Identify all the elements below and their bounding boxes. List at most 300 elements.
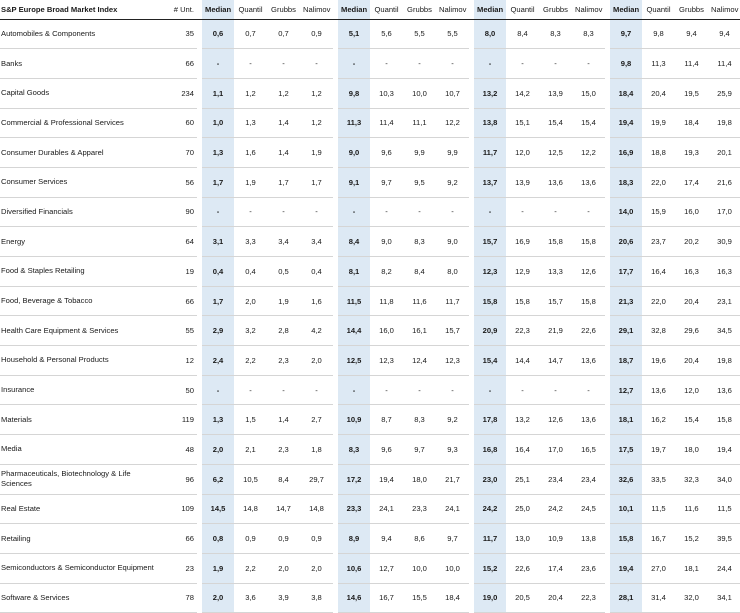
median-cell: 14,6 xyxy=(338,583,370,613)
value-cell: 2,7 xyxy=(300,405,333,435)
value-cell: 11,4 xyxy=(675,49,708,79)
value-cell: 0,9 xyxy=(300,524,333,554)
value-cell: 31,4 xyxy=(642,583,675,613)
value-cell: 5,6 xyxy=(370,19,403,49)
value-cell: 33,5 xyxy=(642,464,675,494)
value-cell: 12,0 xyxy=(506,138,539,168)
value-cell: 32,8 xyxy=(642,316,675,346)
value-cell: 10,0 xyxy=(403,553,436,583)
value-cell: 13,6 xyxy=(572,346,605,376)
median-cell: 18,3 xyxy=(610,167,642,197)
value-cell: - xyxy=(300,197,333,227)
value-cell: 12,3 xyxy=(436,346,469,376)
value-cell: 3,2 xyxy=(234,316,267,346)
median-cell: 9,0 xyxy=(338,138,370,168)
value-cell: 5,5 xyxy=(436,19,469,49)
industry-name: Automobiles & Components xyxy=(0,19,162,49)
value-cell: 5,5 xyxy=(403,19,436,49)
value-cell: 15,9 xyxy=(642,197,675,227)
median-cell: 12,7 xyxy=(610,375,642,405)
value-cell: 25,9 xyxy=(708,78,740,108)
median-cell: - xyxy=(202,49,234,79)
value-cell: 1,7 xyxy=(300,167,333,197)
median-cell: - xyxy=(338,49,370,79)
median-cell: 15,8 xyxy=(610,524,642,554)
value-cell: 16,3 xyxy=(675,257,708,287)
value-cell: 1,2 xyxy=(267,78,300,108)
value-cell: 16,0 xyxy=(675,197,708,227)
value-cell: 24,4 xyxy=(708,553,740,583)
median-cell: 13,7 xyxy=(474,167,506,197)
value-cell: 14,8 xyxy=(234,494,267,524)
industry-name: Health Care Equipment & Services xyxy=(0,316,162,346)
median-cell: - xyxy=(474,375,506,405)
value-cell: 2,0 xyxy=(234,286,267,316)
value-cell: - xyxy=(403,375,436,405)
value-cell: 16,7 xyxy=(642,524,675,554)
column-header: Grubbs xyxy=(403,0,436,19)
value-cell: 1,3 xyxy=(234,108,267,138)
value-cell: 9,9 xyxy=(403,138,436,168)
median-cell: 23,0 xyxy=(474,464,506,494)
median-cell: 1,3 xyxy=(202,138,234,168)
median-cell: 16,9 xyxy=(610,138,642,168)
value-cell: 15,8 xyxy=(506,286,539,316)
value-cell: 1,8 xyxy=(300,435,333,465)
value-cell: 12,0 xyxy=(675,375,708,405)
value-cell: - xyxy=(539,375,572,405)
value-cell: 19,3 xyxy=(675,138,708,168)
unit-count: 234 xyxy=(162,78,197,108)
value-cell: 20,1 xyxy=(708,138,740,168)
value-cell: 16,1 xyxy=(403,316,436,346)
median-cell: 9,8 xyxy=(610,49,642,79)
value-cell: 25,1 xyxy=(506,464,539,494)
value-cell: - xyxy=(300,375,333,405)
median-cell: 9,8 xyxy=(338,78,370,108)
value-cell: 3,3 xyxy=(234,227,267,257)
median-cell: 3,1 xyxy=(202,227,234,257)
median-cell: 14,5 xyxy=(202,494,234,524)
value-cell: 13,8 xyxy=(572,524,605,554)
value-cell: 14,7 xyxy=(267,494,300,524)
value-cell: 8,3 xyxy=(572,19,605,49)
value-cell: 18,0 xyxy=(403,464,436,494)
median-cell: 11,7 xyxy=(474,524,506,554)
median-cell: 13,8 xyxy=(474,108,506,138)
value-cell: - xyxy=(267,49,300,79)
table-row xyxy=(0,494,740,524)
value-cell: 9,5 xyxy=(403,167,436,197)
value-cell: 8,6 xyxy=(403,524,436,554)
value-cell: 16,7 xyxy=(370,583,403,613)
value-cell: 12,5 xyxy=(539,138,572,168)
industry-name: Capital Goods xyxy=(0,78,162,108)
median-cell: 0,4 xyxy=(202,257,234,287)
value-cell: 2,1 xyxy=(234,435,267,465)
value-cell: 14,7 xyxy=(539,346,572,376)
median-cell: 0,8 xyxy=(202,524,234,554)
median-cell: 1,9 xyxy=(202,553,234,583)
median-cell: 18,7 xyxy=(610,346,642,376)
value-cell: 34,0 xyxy=(708,464,740,494)
industry-name: Consumer Durables & Apparel xyxy=(0,138,162,168)
value-cell: 16,0 xyxy=(370,316,403,346)
value-cell: 0,9 xyxy=(234,524,267,554)
units-header: # Unt. xyxy=(162,0,197,19)
value-cell: 9,7 xyxy=(403,435,436,465)
value-cell: 39,5 xyxy=(708,524,740,554)
value-cell: 24,1 xyxy=(436,494,469,524)
value-cell: 13,3 xyxy=(539,257,572,287)
value-cell: 32,3 xyxy=(675,464,708,494)
value-cell: - xyxy=(436,49,469,79)
value-cell: 10,9 xyxy=(539,524,572,554)
median-cell: 11,3 xyxy=(338,108,370,138)
value-cell: 12,4 xyxy=(403,346,436,376)
table-row xyxy=(0,78,740,108)
value-cell: 23,4 xyxy=(572,464,605,494)
industry-name: Food, Beverage & Tobacco xyxy=(0,286,162,316)
median-cell: 8,4 xyxy=(338,227,370,257)
value-cell: - xyxy=(572,375,605,405)
table-row xyxy=(0,19,740,49)
value-cell: 1,6 xyxy=(234,138,267,168)
median-cell: - xyxy=(338,197,370,227)
value-cell: 11,8 xyxy=(370,286,403,316)
table-row xyxy=(0,464,740,494)
column-header: Grubbs xyxy=(539,0,572,19)
median-cell: 10,1 xyxy=(610,494,642,524)
value-cell: 27,0 xyxy=(642,553,675,583)
median-cell: 5,1 xyxy=(338,19,370,49)
value-cell: 10,7 xyxy=(436,78,469,108)
value-cell: 11,3 xyxy=(642,49,675,79)
column-header: Nalimov xyxy=(300,0,333,19)
unit-count: 12 xyxy=(162,346,197,376)
unit-count: 56 xyxy=(162,167,197,197)
median-cell: 19,4 xyxy=(610,108,642,138)
value-cell: 15,8 xyxy=(539,227,572,257)
industry-name: Banks xyxy=(0,49,162,79)
value-cell: 12,3 xyxy=(370,346,403,376)
value-cell: - xyxy=(403,49,436,79)
median-cell: 14,4 xyxy=(338,316,370,346)
value-cell: 8,2 xyxy=(370,257,403,287)
value-cell: 3,8 xyxy=(300,583,333,613)
unit-count: 109 xyxy=(162,494,197,524)
value-cell: - xyxy=(506,49,539,79)
value-cell: 25,0 xyxy=(506,494,539,524)
value-cell: 2,0 xyxy=(300,346,333,376)
value-cell: 19,8 xyxy=(708,108,740,138)
value-cell: - xyxy=(436,375,469,405)
column-header: Median xyxy=(202,0,234,19)
value-cell: 13,2 xyxy=(506,405,539,435)
value-cell: 13,6 xyxy=(572,405,605,435)
value-cell: 20,5 xyxy=(506,583,539,613)
median-cell: 2,4 xyxy=(202,346,234,376)
median-cell: 8,9 xyxy=(338,524,370,554)
table-row xyxy=(0,49,740,79)
industry-name: Diversified Financials xyxy=(0,197,162,227)
value-cell: 30,9 xyxy=(708,227,740,257)
header-row xyxy=(0,0,740,19)
unit-count: 35 xyxy=(162,19,197,49)
value-cell: 23,4 xyxy=(539,464,572,494)
value-cell: 0,9 xyxy=(267,524,300,554)
industry-name: Pharmaceuticals, Biotechnology & Life Sciences xyxy=(0,464,162,494)
value-cell: 11,4 xyxy=(370,108,403,138)
unit-count: 119 xyxy=(162,405,197,435)
value-cell: 1,9 xyxy=(234,167,267,197)
value-cell: 9,4 xyxy=(370,524,403,554)
value-cell: 21,6 xyxy=(708,167,740,197)
column-header: Median xyxy=(474,0,506,19)
value-cell: 1,9 xyxy=(267,286,300,316)
median-cell: 19,4 xyxy=(610,553,642,583)
column-header: Grubbs xyxy=(267,0,300,19)
value-cell: 2,0 xyxy=(267,553,300,583)
table-row xyxy=(0,524,740,554)
median-cell: 17,2 xyxy=(338,464,370,494)
unit-count: 50 xyxy=(162,375,197,405)
column-header: Nalimov xyxy=(436,0,469,19)
median-cell: 2,9 xyxy=(202,316,234,346)
column-header: Quantil xyxy=(234,0,267,19)
value-cell: 16,9 xyxy=(506,227,539,257)
median-cell: 24,2 xyxy=(474,494,506,524)
value-cell: 15,8 xyxy=(708,405,740,435)
value-cell: 9,2 xyxy=(436,405,469,435)
value-cell: 8,4 xyxy=(506,19,539,49)
value-cell: 9,8 xyxy=(642,19,675,49)
median-cell: 15,7 xyxy=(474,227,506,257)
value-cell: 23,1 xyxy=(708,286,740,316)
value-cell: 13,9 xyxy=(506,167,539,197)
value-cell: 9,6 xyxy=(370,138,403,168)
value-cell: 9,0 xyxy=(370,227,403,257)
value-cell: 14,4 xyxy=(506,346,539,376)
value-cell: 20,2 xyxy=(675,227,708,257)
value-cell: 8,3 xyxy=(403,227,436,257)
table-row xyxy=(0,286,740,316)
median-cell: - xyxy=(338,375,370,405)
value-cell: - xyxy=(506,197,539,227)
median-cell: 9,1 xyxy=(338,167,370,197)
value-cell: - xyxy=(506,375,539,405)
table-row xyxy=(0,346,740,376)
value-cell: 17,0 xyxy=(708,197,740,227)
value-cell: 0,7 xyxy=(234,19,267,49)
median-cell: 1,7 xyxy=(202,286,234,316)
value-cell: 8,7 xyxy=(370,405,403,435)
unit-count: 48 xyxy=(162,435,197,465)
value-cell: 1,2 xyxy=(234,78,267,108)
median-cell: 17,7 xyxy=(610,257,642,287)
value-cell: 13,0 xyxy=(506,524,539,554)
unit-count: 55 xyxy=(162,316,197,346)
value-cell: 10,3 xyxy=(370,78,403,108)
industry-name: Semiconductors & Semiconductor Equipment xyxy=(0,553,162,583)
unit-count: 66 xyxy=(162,286,197,316)
index-name-header: S&P Europe Broad Market Index xyxy=(0,0,162,19)
median-cell: 0,6 xyxy=(202,19,234,49)
value-cell: - xyxy=(234,49,267,79)
value-cell: 1,2 xyxy=(300,78,333,108)
table-row xyxy=(0,167,740,197)
value-cell: 2,8 xyxy=(267,316,300,346)
table-row xyxy=(0,316,740,346)
median-cell: 15,2 xyxy=(474,553,506,583)
value-cell: 21,7 xyxy=(436,464,469,494)
value-cell: 1,4 xyxy=(267,108,300,138)
value-cell: 16,5 xyxy=(572,435,605,465)
value-cell: 8,3 xyxy=(539,19,572,49)
value-cell: 18,0 xyxy=(675,435,708,465)
value-cell: 1,4 xyxy=(267,405,300,435)
value-cell: 11,5 xyxy=(642,494,675,524)
median-cell: 1,3 xyxy=(202,405,234,435)
industry-name: Media xyxy=(0,435,162,465)
value-cell: - xyxy=(300,49,333,79)
industry-name: Household & Personal Products xyxy=(0,346,162,376)
value-cell: 8,3 xyxy=(403,405,436,435)
value-cell: 11,1 xyxy=(403,108,436,138)
value-cell: 0,4 xyxy=(234,257,267,287)
value-cell: 12,9 xyxy=(506,257,539,287)
value-cell: 2,2 xyxy=(234,553,267,583)
median-cell: 12,5 xyxy=(338,346,370,376)
value-cell: - xyxy=(267,197,300,227)
value-cell: 15,4 xyxy=(675,405,708,435)
value-cell: 20,4 xyxy=(675,346,708,376)
value-cell: 2,3 xyxy=(267,346,300,376)
value-cell: - xyxy=(539,49,572,79)
value-cell: 15,8 xyxy=(572,286,605,316)
value-cell: - xyxy=(370,375,403,405)
value-cell: 9,6 xyxy=(370,435,403,465)
median-cell: 28,1 xyxy=(610,583,642,613)
median-cell: 8,3 xyxy=(338,435,370,465)
value-cell: 9,7 xyxy=(370,167,403,197)
table-row xyxy=(0,138,740,168)
value-cell: 8,4 xyxy=(403,257,436,287)
value-cell: 19,8 xyxy=(708,346,740,376)
unit-count: 66 xyxy=(162,49,197,79)
value-cell: 19,6 xyxy=(642,346,675,376)
value-cell: 4,2 xyxy=(300,316,333,346)
table-row xyxy=(0,553,740,583)
value-cell: 1,7 xyxy=(267,167,300,197)
value-cell: 29,6 xyxy=(675,316,708,346)
value-cell: 9,3 xyxy=(436,435,469,465)
unit-count: 66 xyxy=(162,524,197,554)
median-cell: 20,9 xyxy=(474,316,506,346)
industry-name: Real Estate xyxy=(0,494,162,524)
column-header: Median xyxy=(338,0,370,19)
value-cell: 13,9 xyxy=(539,78,572,108)
unit-count: 90 xyxy=(162,197,197,227)
median-cell: 18,4 xyxy=(610,78,642,108)
unit-count: 60 xyxy=(162,108,197,138)
median-cell: 11,7 xyxy=(474,138,506,168)
value-cell: 10,5 xyxy=(234,464,267,494)
median-cell: - xyxy=(202,197,234,227)
column-header: Quantil xyxy=(642,0,675,19)
value-cell: 15,2 xyxy=(675,524,708,554)
median-cell: 29,1 xyxy=(610,316,642,346)
value-cell: 0,4 xyxy=(300,257,333,287)
value-cell: 29,7 xyxy=(300,464,333,494)
table-row xyxy=(0,108,740,138)
value-cell: 13,6 xyxy=(708,375,740,405)
median-cell: 19,0 xyxy=(474,583,506,613)
unit-count: 78 xyxy=(162,583,197,613)
median-cell: 2,0 xyxy=(202,435,234,465)
value-cell: - xyxy=(436,197,469,227)
value-cell: 1,6 xyxy=(300,286,333,316)
column-header: Nalimov xyxy=(708,0,740,19)
value-cell: 11,4 xyxy=(708,49,740,79)
value-cell: 15,4 xyxy=(539,108,572,138)
value-cell: 20,4 xyxy=(539,583,572,613)
value-cell: 19,5 xyxy=(675,78,708,108)
value-cell: 11,6 xyxy=(675,494,708,524)
table-row xyxy=(0,227,740,257)
industry-name: Energy xyxy=(0,227,162,257)
industry-name: Retailing xyxy=(0,524,162,554)
value-cell: 19,4 xyxy=(708,435,740,465)
value-cell: 12,2 xyxy=(572,138,605,168)
value-cell: 19,4 xyxy=(370,464,403,494)
median-cell: 20,6 xyxy=(610,227,642,257)
median-cell: 10,9 xyxy=(338,405,370,435)
value-cell: 16,4 xyxy=(642,257,675,287)
table-row xyxy=(0,583,740,613)
table-row xyxy=(0,257,740,287)
median-cell: 1,1 xyxy=(202,78,234,108)
median-cell: 23,3 xyxy=(338,494,370,524)
value-cell: 34,5 xyxy=(708,316,740,346)
industry-name: Consumer Services xyxy=(0,167,162,197)
value-cell: 23,6 xyxy=(572,553,605,583)
column-header: Median xyxy=(610,0,642,19)
table-row xyxy=(0,405,740,435)
column-header: Quantil xyxy=(370,0,403,19)
value-cell: 9,0 xyxy=(436,227,469,257)
value-cell: 18,8 xyxy=(642,138,675,168)
value-cell: 14,2 xyxy=(506,78,539,108)
table-body xyxy=(0,19,740,613)
value-cell: 23,3 xyxy=(403,494,436,524)
value-cell: 15,8 xyxy=(572,227,605,257)
median-cell: 10,6 xyxy=(338,553,370,583)
unit-count: 64 xyxy=(162,227,197,257)
value-cell: 9,7 xyxy=(436,524,469,554)
value-cell: 22,0 xyxy=(642,286,675,316)
value-cell: 17,0 xyxy=(539,435,572,465)
value-cell: 19,9 xyxy=(642,108,675,138)
value-cell: - xyxy=(403,197,436,227)
value-cell: 20,4 xyxy=(642,78,675,108)
median-cell: 6,2 xyxy=(202,464,234,494)
value-cell: 3,4 xyxy=(300,227,333,257)
value-cell: 22,3 xyxy=(506,316,539,346)
value-cell: 15,7 xyxy=(539,286,572,316)
value-cell: 1,4 xyxy=(267,138,300,168)
table-row xyxy=(0,197,740,227)
